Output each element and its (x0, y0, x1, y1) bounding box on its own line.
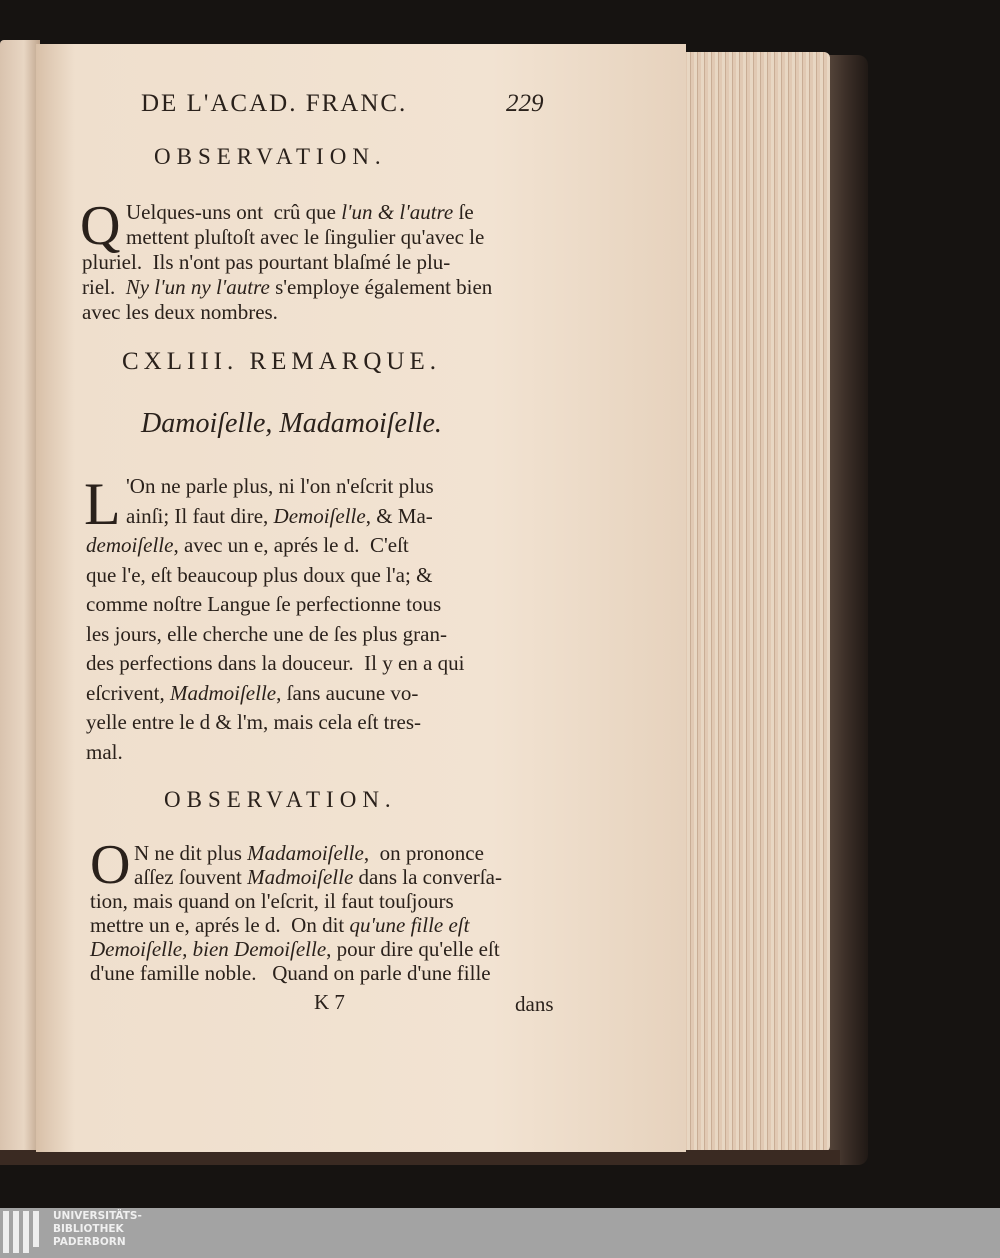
italic-term: Demoiſelle, bien Demoiſelle (90, 937, 327, 961)
text-run: mettent pluſtoſt avec le ſingulier qu'avec le (126, 225, 485, 249)
text-run: , avec un e, aprés le d. C'eſt (173, 533, 409, 557)
text-line (90, 889, 454, 913)
text-line (134, 865, 502, 889)
text-run: , pour dire qu'elle eſt (326, 937, 500, 961)
text-line (86, 740, 123, 764)
observation-heading: OBSERVATION. (154, 144, 387, 169)
signature-mark: K 7 (314, 990, 345, 1014)
library-logo-icon (3, 1211, 43, 1255)
text-run: , on prononce (363, 841, 484, 865)
text-run: s'employe également bien (269, 275, 493, 299)
library-name-line: BIBLIOTHEK (53, 1223, 124, 1235)
library-name-line: PADERBORN (53, 1236, 126, 1248)
text-run: 'On ne parle plus, ni l'on n'eſcrit plus (126, 474, 434, 498)
text-run: riel. (82, 275, 126, 299)
italic-term: Madamoiſelle (247, 841, 364, 865)
text-run: N ne dit plus (134, 841, 248, 865)
text-line (90, 961, 491, 985)
text-run: , & Ma- (365, 503, 433, 528)
text-line (86, 563, 432, 587)
library-name-line: UNIVERSITÄTS- (53, 1210, 142, 1222)
text-run: ainſi; Il faut dire, (126, 503, 274, 528)
text-line (126, 474, 434, 498)
text-line (82, 300, 278, 324)
text-run: , ſans aucune vo- (276, 680, 419, 705)
italic-term: qu'une fille eſt (349, 913, 470, 937)
text-run: des perfections dans la douceur. Il y en a qui (86, 651, 465, 675)
remark-subtitle: Damoiſelle, Madamoiſelle. (141, 408, 442, 439)
book-shadow (0, 1150, 840, 1165)
text-line (126, 200, 474, 224)
text-run: ſe (453, 200, 474, 224)
library-footer (0, 1208, 1000, 1258)
italic-term: demoiſelle (86, 533, 174, 557)
italic-term: Madmoiſelle (247, 865, 354, 889)
text-line (86, 592, 441, 616)
text-run: mettre un e, aprés le d. On dit (90, 913, 350, 937)
text-line (86, 681, 418, 705)
text-run: que l'e, eſt beaucoup plus doux que l'a; & (86, 562, 433, 587)
text-line (90, 937, 500, 961)
page-edges (680, 52, 830, 1152)
italic-term: Madmoiſelle (169, 680, 277, 705)
text-run: comme noſtre Langue ſe perfectionne tous (86, 592, 442, 616)
text-run: eſcrivent, (86, 680, 170, 705)
text-run: les jours, elle cherche une de ſes plus gran- (86, 621, 447, 646)
text-run: d'une famille noble. Quand on parle d'une fille (90, 961, 491, 985)
remark-heading: CXLIII. REMARQUE. (122, 348, 442, 375)
facing-page-edge (0, 40, 40, 1155)
drop-cap: L (84, 471, 121, 537)
text-run: aſſez ſouvent (134, 865, 248, 889)
text-run: yelle entre le d & l'm, mais cela eſt tres- (86, 710, 421, 734)
text-line (86, 710, 421, 734)
italic-term: Demoiſelle (273, 503, 366, 528)
text-run: Uelques-uns ont crû que (126, 200, 342, 224)
library-name (53, 1210, 142, 1249)
italic-term: Ny l'un ny l'autre (125, 275, 270, 299)
drop-cap: O (90, 834, 131, 896)
text-line (86, 533, 409, 557)
text-line (134, 841, 484, 865)
book-page (36, 44, 686, 1152)
text-line (82, 275, 492, 299)
observation-heading: OBSERVATION. (164, 787, 397, 812)
italic-term: l'un & l'autre (341, 200, 454, 224)
text-line (126, 225, 484, 249)
text-line (90, 913, 469, 937)
running-head: DE L'ACAD. FRANC. (141, 90, 408, 117)
text-run: tion, mais quand on l'eſcrit, il faut touſjours (90, 889, 454, 913)
page-number: 229 (506, 90, 544, 117)
text-run: avec les deux nombres. (82, 300, 278, 324)
text-line (86, 622, 447, 646)
text-line (126, 504, 433, 528)
text-line (86, 651, 464, 675)
text-line (82, 250, 450, 274)
drop-cap: Q (80, 195, 121, 257)
text-run: dans la converſa- (353, 865, 502, 889)
catchword: dans (515, 992, 554, 1016)
text-run: mal. (86, 739, 123, 764)
text-run: pluriel. Ils n'ont pas pourtant blaſmé le plu- (82, 250, 451, 274)
